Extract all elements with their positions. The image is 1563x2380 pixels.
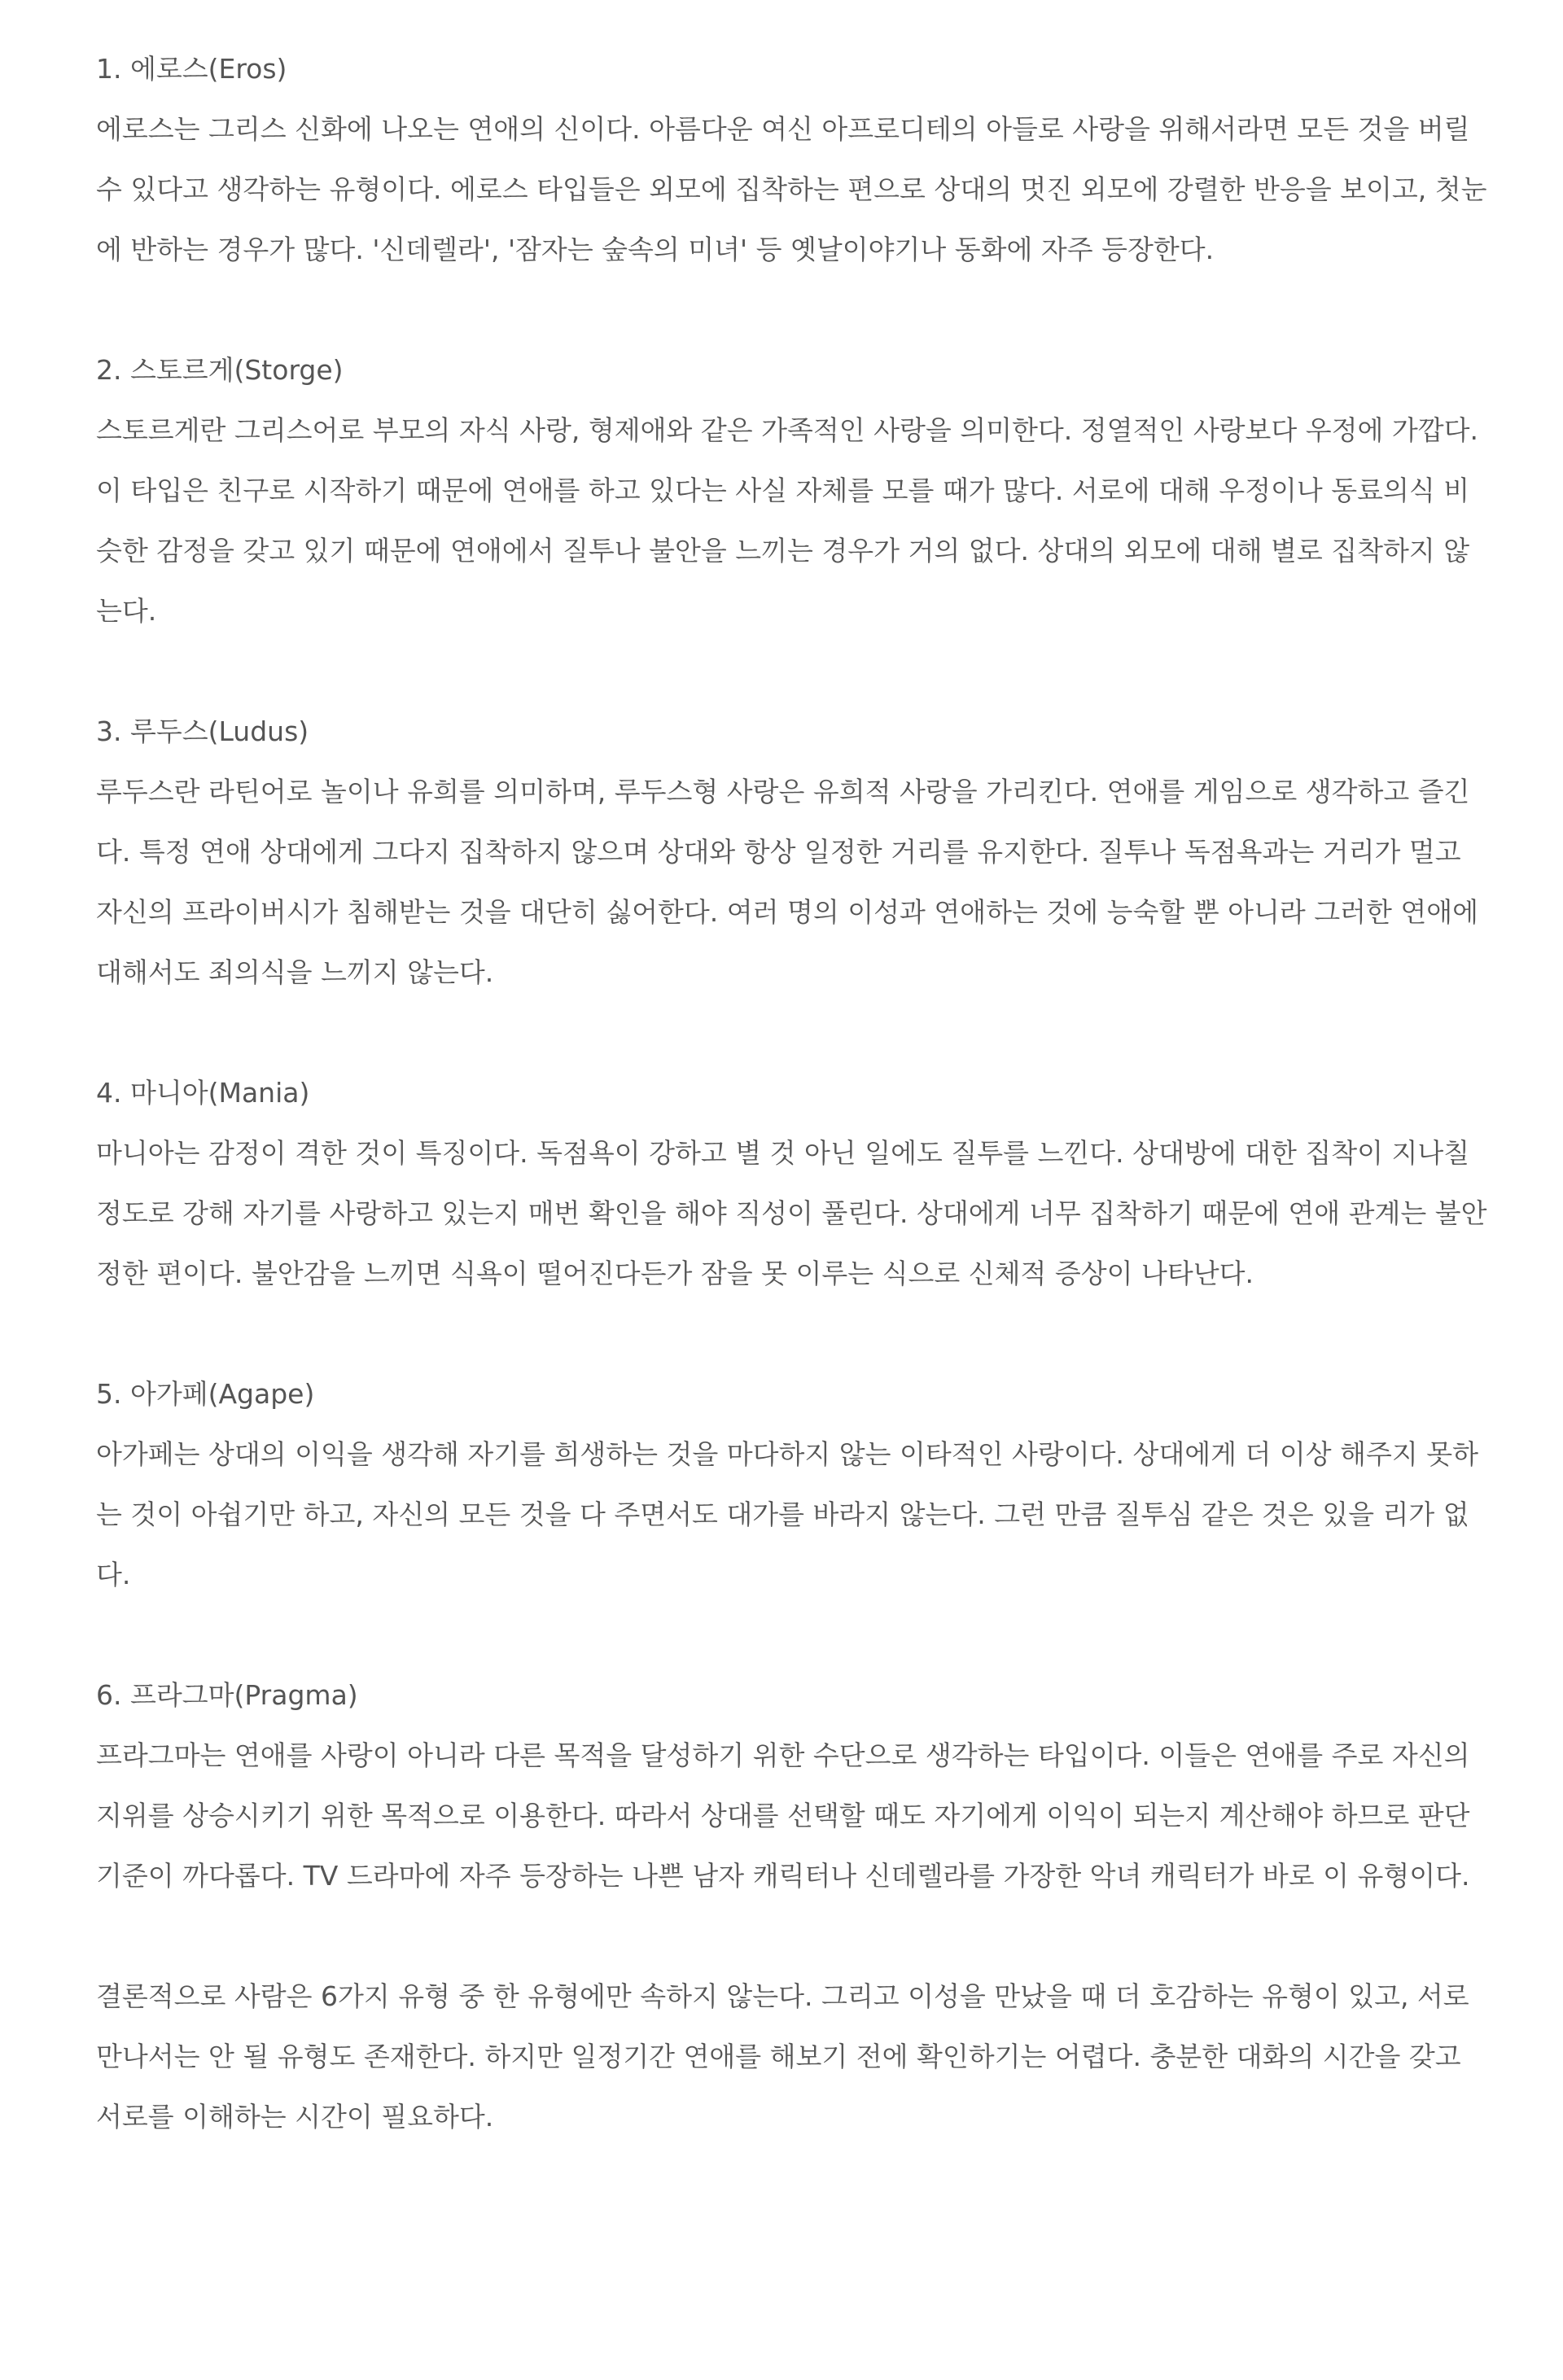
section-paragraph: 아가페는 상대의 이익을 생각해 자기를 희생하는 것을 마다하지 않는 이타적인 사랑이다. 상대에게 더 이상 해주지 못하는 것이 아쉽기만 하고, 자신의 모든 것을 다 주면서도 대가를 바라지 않는다. 그런 만큼 질투심 같은 것은 있을 리가 없다. xyxy=(96,1438,1478,1590)
section-heading: 5. 아가페(Agape) xyxy=(96,1378,315,1410)
conclusion-paragraph: 결론적으로 사람은 6가지 유형 중 한 유형에만 속하지 않는다. 그리고 이성을 만났을 때 더 호감하는 유형이 있고, 서로 만나서는 안 될 유형도 존재한다. 하지만 일정기간 연애를 해보기 전에 확인하기는 어렵다. 충분한 대화의 시간을 갖고 서로를 이해하는 시간이 필요하다. xyxy=(96,1980,1469,2133)
section-agape xyxy=(96,1364,1488,1605)
section-heading: 3. 루두스(Ludus) xyxy=(96,715,309,747)
section-heading: 4. 마니아(Mania) xyxy=(96,1077,310,1109)
article-body xyxy=(96,39,1488,2147)
section-paragraph: 프라그마는 연애를 사랑이 아니라 다른 목적을 달성하기 위한 수단으로 생각하는 타입이다. 이들은 연애를 주로 자신의 지위를 상승시키기 위한 목적으로 이용한다. 따라서 상대를 선택할 때도 자기에게 이익이 되는지 계산해야 하므로 판단 기준이 까다롭다. TV 드라마에 자주 등장하는 나쁜 남자 캐릭터나 신데렐라를 가장한 악녀 캐릭터가 바로 이 유형이다. xyxy=(96,1739,1470,1892)
section-storge xyxy=(96,340,1488,641)
section-paragraph: 루두스란 라틴어로 놀이나 유희를 의미하며, 루두스형 사랑은 유희적 사랑을 가리킨다. 연애를 게임으로 생각하고 즐긴다. 특정 연애 상대에게 그다지 집착하지 않으며 상대와 항상 일정한 거리를 유지한다. 질투나 독점욕과는 거리가 멀고 자신의 프라이버시가 침해받는 것을 대단히 싫어한다. 여러 명의 이성과 연애하는 것에 능숙할 뿐 아니라 그러한 연애에 대해서도 죄의식을 느끼지 않는다. xyxy=(96,776,1478,988)
section-ludus xyxy=(96,702,1488,1003)
section-heading: 1. 에로스(Eros) xyxy=(96,53,287,85)
section-pragma xyxy=(96,1665,1488,1906)
section-heading: 6. 프라그마(Pragma) xyxy=(96,1679,358,1711)
section-heading: 2. 스토르게(Storge) xyxy=(96,354,344,386)
section-paragraph: 스토르게란 그리스어로 부모의 자식 사랑, 형제애와 같은 가족적인 사랑을 의미한다. 정열적인 사랑보다 우정에 가깝다. 이 타입은 친구로 시작하기 때문에 연애를 하고 있다는 사실 자체를 모를 때가 많다. 서로에 대해 우정이나 동료의식 비슷한 감정을 갖고 있기 때문에 연애에서 질투나 불안을 느끼는 경우가 거의 없다. 상대의 외모에 대해 별로 집착하지 않는다. xyxy=(96,414,1478,627)
section-paragraph: 마니아는 감정이 격한 것이 특징이다. 독점욕이 강하고 별 것 아닌 일에도 질투를 느낀다. 상대방에 대한 집착이 지나칠 정도로 강해 자기를 사랑하고 있는지 매번 확인을 해야 직성이 풀린다. 상대에게 너무 집착하기 때문에 연애 관계는 불안정한 편이다. 불안감을 느끼면 식욕이 떨어진다든가 잠을 못 이루는 식으로 신체적 증상이 나타난다. xyxy=(96,1137,1487,1289)
section-mania xyxy=(96,1063,1488,1304)
section-eros xyxy=(96,39,1488,280)
section-paragraph: 에로스는 그리스 신화에 나오는 연애의 신이다. 아름다운 여신 아프로디테의 아들로 사랑을 위해서라면 모든 것을 버릴 수 있다고 생각하는 유형이다. 에로스 타입들은 외모에 집착하는 편으로 상대의 멋진 외모에 강렬한 반응을 보이고, 첫눈에 반하는 경우가 많다. '신데렐라', '잠자는 숲속의 미녀' 등 옛날이야기나 동화에 자주 등장한다. xyxy=(96,113,1487,265)
section-conclusion xyxy=(96,1967,1488,2147)
